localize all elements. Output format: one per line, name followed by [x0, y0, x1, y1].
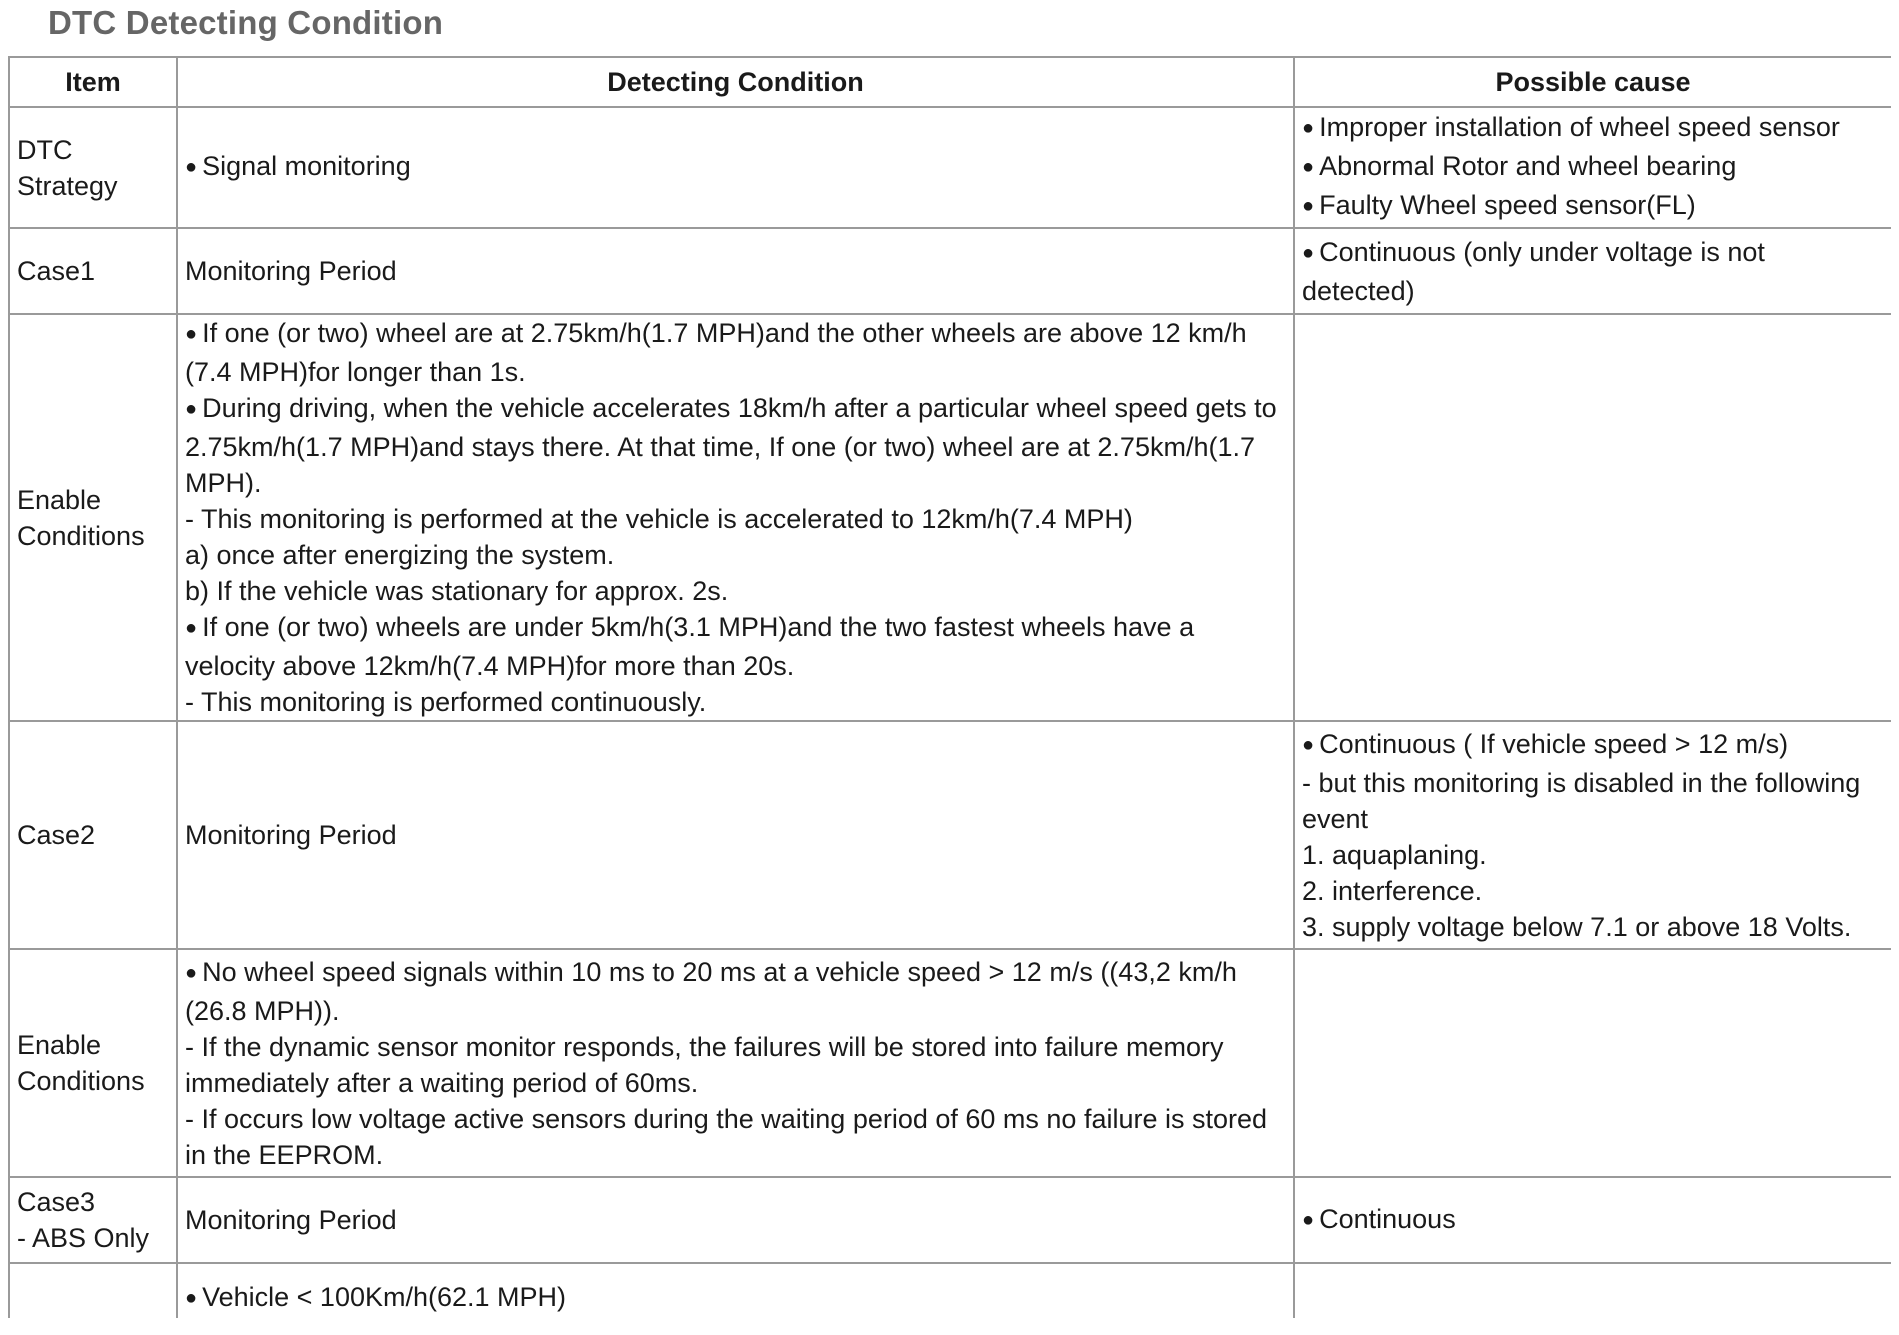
condition-line: a) once after energizing the system. [185, 540, 615, 570]
item-line: - ABS Only [17, 1223, 150, 1253]
item-line: Enable [17, 484, 102, 515]
item-line: Enable [17, 1030, 102, 1060]
condition-line: - If the dynamic sensor monitor responds, the failures will be stored into failure memory [185, 1031, 1224, 1062]
condition-line: ● Signal monitoring [185, 148, 1286, 187]
condition-line: in the EEPROM. [185, 1139, 384, 1170]
table-row [9, 107, 1891, 228]
cell-cause [1294, 1177, 1891, 1263]
table-row [9, 314, 1891, 721]
table-body [9, 107, 1891, 1318]
cell-cause [1294, 107, 1891, 228]
table-row [9, 1177, 1891, 1263]
cell-item [9, 1177, 177, 1263]
header-detecting-condition: Detecting Condition [177, 57, 1294, 107]
condition-line: Monitoring Period [185, 256, 397, 286]
cell-cause [1294, 949, 1891, 1177]
cell-item [9, 949, 177, 1177]
condition-line: b) If the vehicle was stationary for approx. 2s. [185, 576, 729, 606]
condition-line: (26.8 MPH)). [185, 995, 340, 1026]
item-line: Case2 [17, 820, 96, 850]
cell-cause [1294, 1263, 1891, 1318]
condition-line: - This monitoring is performed continuously. [185, 687, 707, 717]
cause-line: ● Continuous (only under voltage is not [1302, 234, 1884, 273]
cause-line: ● Improper installation of wheel speed sensor [1302, 109, 1884, 148]
cause-line: ● Faulty Wheel speed sensor(FL) [1302, 187, 1884, 226]
condition-line: Monitoring Period [185, 1205, 397, 1235]
cell-condition [177, 314, 1294, 721]
condition-line: ● During driving, when the vehicle accelerates 18km/h after a particular wheel speed gets to [185, 390, 1286, 429]
condition-line: velocity above 12km/h(7.4 MPH)for more than 20s. [185, 651, 795, 681]
cause-line: - but this monitoring is disabled in the following [1302, 767, 1861, 798]
cause-line: detected) [1302, 275, 1415, 306]
table-row [9, 721, 1891, 949]
condition-line: ● If one (or two) wheel are at 2.75km/h(1.7 MPH)and the other wheels are above 12 km/h [185, 315, 1286, 354]
cause-line: 1. aquaplaning. [1302, 839, 1487, 870]
condition-line: ● If one (or two) wheels are under 5km/h(3.1 MPH)and the two fastest wheels have a [185, 609, 1286, 648]
cause-line: ● Continuous [1302, 1201, 1884, 1240]
header-item: Item [9, 57, 177, 107]
cell-item [9, 1263, 177, 1318]
cell-item [9, 228, 177, 314]
cell-item [9, 721, 177, 949]
cell-cause [1294, 314, 1891, 721]
condition-line: MPH). [185, 468, 262, 498]
cell-condition [177, 721, 1294, 949]
item-line: Conditions [17, 520, 145, 551]
table-row [9, 949, 1891, 1177]
item-line: Case3 [17, 1187, 96, 1217]
item-line: Case1 [17, 256, 96, 286]
condition-line: Monitoring Period [185, 820, 397, 850]
condition-line: 2.75km/h(1.7 MPH)and stays there. At that time, If one (or two) wheel are at 2.75km/h(1.7 [185, 432, 1255, 462]
item-line: Strategy [17, 170, 118, 201]
table-header-row [9, 57, 1891, 107]
condition-line: - This monitoring is performed at the vehicle is accelerated to 12km/h(7.4 MPH) [185, 504, 1133, 534]
cell-item [9, 314, 177, 721]
page-title: DTC Detecting Condition [48, 4, 444, 41]
cell-condition [177, 228, 1294, 314]
table-row [9, 1263, 1891, 1318]
header-possible-cause: Possible cause [1294, 57, 1891, 107]
cell-cause [1294, 721, 1891, 949]
cell-condition [177, 107, 1294, 228]
cell-condition [177, 949, 1294, 1177]
dtc-table [8, 56, 1891, 1318]
cause-line: ● Continuous ( If vehicle speed > 12 m/s) [1302, 726, 1884, 765]
cause-line: 2. interference. [1302, 875, 1483, 906]
cell-cause [1294, 228, 1891, 314]
cell-condition [177, 1263, 1294, 1318]
cell-condition [177, 1177, 1294, 1263]
cause-line: event [1302, 803, 1369, 834]
condition-line: ● Vehicle < 100Km/h(62.1 MPH) [185, 1279, 1286, 1318]
cell-item [9, 107, 177, 228]
condition-line: - If occurs low voltage active sensors during the waiting period of 60 ms no failure is stored [185, 1103, 1268, 1134]
condition-line: immediately after a waiting period of 60ms. [185, 1067, 699, 1098]
cause-line: 3. supply voltage below 7.1 or above 18 Volts. [1302, 911, 1852, 942]
item-line: Conditions [17, 1066, 145, 1096]
condition-line: (7.4 MPH)for longer than 1s. [185, 357, 526, 387]
item-line: DTC [17, 134, 73, 165]
cause-line: ● Abnormal Rotor and wheel bearing [1302, 148, 1884, 187]
table-row [9, 228, 1891, 314]
dtc-table-container [8, 56, 1891, 1318]
condition-line: ● No wheel speed signals within 10 ms to 20 ms at a vehicle speed > 12 m/s ((43,2 km/h [185, 954, 1286, 993]
